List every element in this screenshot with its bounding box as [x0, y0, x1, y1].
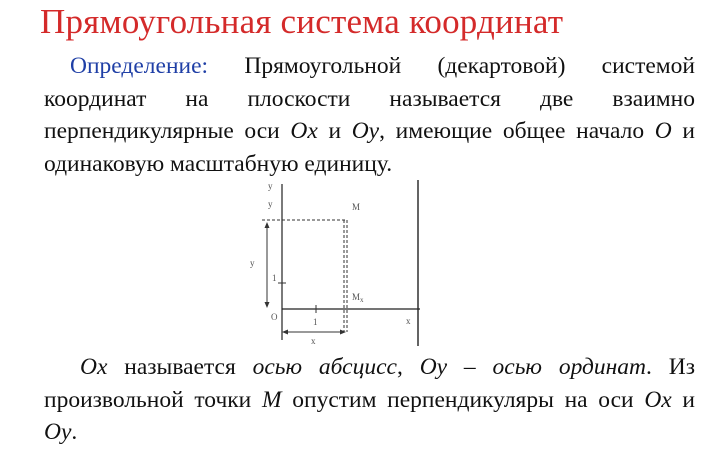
- origin-label: O: [654, 118, 672, 144]
- point-mx-label: $M_x$: [352, 292, 364, 304]
- definition-text-3: , имеющие общее начало: [379, 118, 655, 144]
- definition-text-4: и одинаковую масштабную единицу.: [44, 118, 696, 177]
- axes-text-5: опустим перпендикуляры на оси: [281, 386, 645, 413]
- unit-y-label: 1: [272, 273, 277, 283]
- axes-text-3: –: [447, 354, 493, 380]
- point-m-label: M: [352, 202, 361, 212]
- axes-oy-2: Oy: [44, 419, 72, 445]
- ordinate-term: осью ординат: [492, 354, 647, 380]
- x-dim-arrow-left: [282, 330, 288, 335]
- coord-x-label: x: [311, 336, 316, 346]
- definition-text-1: Прямоугольной (декартовой) системой координат на плоскости называется две взаимно перпендикулярные оси: [44, 53, 695, 144]
- y-axis-name: y: [268, 181, 273, 191]
- unit-x-label: 1: [313, 317, 318, 327]
- y-dim-arrow-bottom: [265, 302, 270, 308]
- slide-title: Прямоугольная система координат: [40, 2, 564, 41]
- axes-ox-2: Ox: [644, 386, 672, 413]
- coord-y-label: y: [250, 258, 255, 268]
- axes-text-4: . Из произвольной точки: [44, 354, 696, 413]
- definition-term: Определение: [70, 53, 202, 79]
- origin-diagram-label: O: [271, 312, 278, 322]
- axes-ox: Ox: [80, 354, 108, 380]
- definition-text-2: и: [317, 118, 352, 144]
- coordinate-diagram: [240, 178, 440, 348]
- point-m: M: [261, 386, 282, 413]
- axes-paragraph: [44, 351, 695, 449]
- axes-text-6: и: [671, 386, 696, 413]
- definition-paragraph: [44, 50, 695, 180]
- axes-text-7: .: [71, 419, 78, 445]
- axes-text-1: называется: [107, 354, 253, 380]
- axes-text-2: ,: [396, 354, 420, 380]
- axes-oy: Oy: [419, 354, 448, 380]
- y-dim-arrow-top: [265, 222, 270, 228]
- point-top-label: y: [268, 199, 273, 209]
- axis-ox-label: Ox: [290, 118, 318, 144]
- definition-colon: :: [201, 53, 209, 79]
- abscissa-term: осью абсцисс: [252, 354, 397, 380]
- axis-oy-label: Oy: [351, 118, 380, 144]
- x-axis-name: x: [406, 316, 411, 326]
- x-dim-arrow-right: [340, 330, 346, 335]
